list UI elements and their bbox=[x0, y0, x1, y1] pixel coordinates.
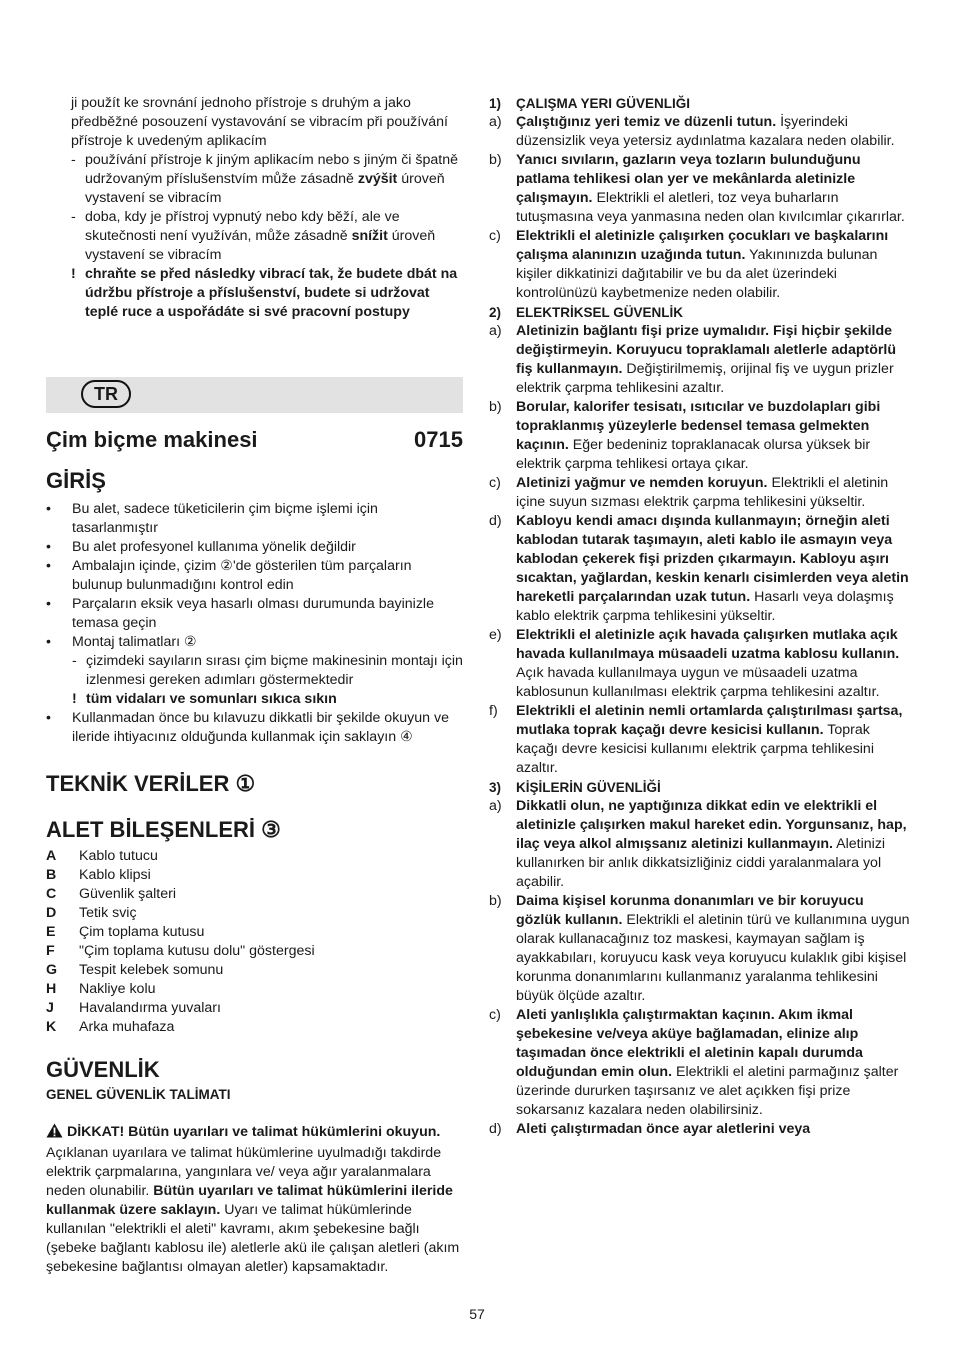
section-2-item-e: e) Elektrikli el aletinizle açık havada çalışırken mutlaka açık havada kullanılmaya müsaadeli uzatma kablosu kullanın. Açık havada kullanılmaya uygun ve müsaadeli uzatma kablosunun kullanılması elektrik çarpma tehlikesini azaltır. bbox=[489, 627, 900, 700]
cz-intro: ji použít ke srovnání jednoho přístroje s druhým a jako předběžné posouzení vystavování se vibracím při používání přístroje k uvedeným aplikacím bbox=[71, 95, 448, 149]
component-item: H Nakliye kolu bbox=[46, 981, 156, 997]
list-item: • Ambalajın içinde, çizim ②'de gösterilen tüm parçaların bulunup bulunmadığını kontrol edin bbox=[46, 558, 412, 593]
alet-heading: ALET BİLEŞENLERİ ③ bbox=[46, 817, 281, 842]
product-name: Çim biçme makinesi bbox=[46, 427, 258, 452]
component-item: D Tetik sviç bbox=[46, 905, 137, 921]
guvenlik-paragraph: DİKKAT! Bütün uyarıları ve talimat hükümlerini okuyun. Açıklanan uyarılara ve talimat hükümlerine uyulmadığı takdirde elektrik çarpmalarına, yangınlara ve/ veya ağır yaralanmalara neden olunabilir. Bütün uyarıları ve talimat hükümlerini ileride kullanmak üzere saklayın. Uyarı ve talimat hükümlerinde kullanılan "elektrikli el aleti" kavramı, akım şebekesine bağlı (şebeke bağlantı kablosu ile) aletlerle akü ile çalışan aletleri (akım şebekesine bağlantısı olmayan aletler) kapsamaktadır. bbox=[46, 1124, 460, 1275]
component-item: K Arka muhafaza bbox=[46, 1019, 175, 1035]
list-item: • Bu alet, sadece tüketicilerin çim biçme işlemi için tasarlanmıştır bbox=[46, 501, 378, 536]
product-title bbox=[46, 427, 463, 453]
section-3-heading: 3) KİŞİLERİN GÜVENLİĞİ bbox=[489, 780, 661, 795]
component-item: G Tespit kelebek somunu bbox=[46, 962, 224, 978]
section-3-item-a: a) Dikkatli olun, ne yaptığınıza dikkat edin ve elektrikli el aletinizle çalışırken makul hareket edin. Yorgunsanız, hap, ilaç veya alkol almışsanız aletinizi kullanmayın. Aletinizi kullanırken bir anlık dikkatsizliğiniz ciddi yaralanmalara yol açabilir. bbox=[489, 798, 907, 890]
product-code: 0715 bbox=[414, 427, 463, 452]
section-3-item-d: d) Aleti çalıştırmadan önce ayar aletlerini veya bbox=[489, 1121, 811, 1137]
component-list bbox=[46, 847, 464, 1037]
cz-dash-2: - doba, kdy je přístroj vypnutý nebo kdy běží, ale ve skutečnosti není využíván, může zásadně snížit úroveň vystavení se vibracím bbox=[71, 209, 436, 263]
component-item: E Çim toplama kutusu bbox=[46, 924, 205, 940]
list-subitem: - çizimdeki sayıların sırası çim biçme makinesinin montajı için izlenmesi gereken adımları göstermektedir bbox=[72, 653, 463, 688]
list-subitem-warning: ! tüm vidaları ve somunları sıkıca sıkın bbox=[72, 691, 337, 707]
list-item: • Bu alet profesyonel kullanıma yönelik değildir bbox=[46, 539, 356, 555]
left-column-body bbox=[46, 468, 464, 1277]
section-3-item-b: b) Daima kişisel korunma donanımları ve bir koruyucu gözlük kullanın. Elektrikli el aletinin türü ve kullanımına uygun olarak kullanacağınız toz maskesi, kaymayan sağlam iş ayakkabıları, koruyucu kask veya koruyucu kulaklık gibi kişisel korunma donanımlarını kullanmanız yaralanma tehlikesini büyük ölçüde azaltır. bbox=[489, 893, 910, 1004]
exclamation-icon: ! bbox=[71, 266, 76, 282]
component-item: J Havalandırma yuvaları bbox=[46, 1000, 221, 1016]
component-item: B Kablo klipsi bbox=[46, 867, 151, 883]
section-1-item-c: c) Elektrikli el aletinizle çalışırken çocukları ve başkalarını çalışma alanınızın uzağında tutun. Yakınınızda bulunan kişiler dikkatinizi dağıtabilir ve bu da alet üzerindeki kontrolünüzü kaybetmenize neden olabilir. bbox=[489, 228, 889, 301]
section-2-item-f: f) Elektrikli el aletinin nemli ortamlarda çalıştırılması şartsa, mutlaka toprak kaçağı devre kesicisi kullanın. Toprak kaçağı devre kesicisi kullanımı elektrik çarpma tehlikesini azaltır. bbox=[489, 703, 903, 776]
teknik-heading: TEKNİK VERİLER ① bbox=[46, 771, 256, 796]
list-item: • Montaj talimatları ② bbox=[46, 634, 197, 650]
left-column bbox=[46, 94, 464, 322]
component-item: A Kablo tutucu bbox=[46, 848, 158, 864]
section-2-item-c: c) Aletinizi yağmur ve nemden koruyun. Elektrikli el aletinin içine suyun sızması elektrik çarpma tehlikesini yükseltir. bbox=[489, 475, 889, 510]
section-2-heading: 2) ELEKTRİKSEL GÜVENLİK bbox=[489, 305, 684, 320]
list-item: • Parçaların eksik veya hasarlı olması durumunda bayinizle temasa geçin bbox=[46, 596, 434, 631]
guvenlik-heading: GÜVENLİK bbox=[46, 1057, 160, 1082]
component-item: C Güvenlik şalteri bbox=[46, 886, 176, 902]
right-column bbox=[489, 94, 910, 1139]
language-band bbox=[46, 377, 463, 413]
cz-dash-1: - používání přístroje k jiným aplikacím nebo s jiným či špatně udržovaným příslušenstvím může zásadně zvýšit úroveň vystavení se vibracím bbox=[71, 152, 458, 206]
section-2-item-b: b) Borular, kalorifer tesisatı, ısıtıcılar ve buzdolapları gibi topraklanmış yüzeylerle bedensel temasa gelmekten kaçının. Eğer bedeniniz topraklanacak olursa yüksek bir elektrik çarpma tehlikesi ortaya çıkar. bbox=[489, 399, 881, 472]
cz-warning: ! chraňte se před následky vibrací tak, že budete dbát na údržbu přístroje a příslušenství, budete si udržovat teplé ruce a uspořádáte si své pracovní postupy bbox=[71, 266, 458, 320]
guvenlik-subheading: GENEL GÜVENLİK TALİMATI bbox=[46, 1087, 231, 1102]
section-3-item-c: c) Aleti yanlışlıkla çalıştırmaktan kaçının. Akım ikmal şebekesine ve/veya aküye bağlamadan, elinize alıp taşımadan önce elektrikli el aletinin kapalı durumda olduğundan emin olun. Elektrikli el aletini parmağınız şalter üzerinde dururken taşırsanız ve alet açıkken fişi prize sokarsanız kazalara neden olabilirsiniz. bbox=[489, 1007, 899, 1118]
section-2-item-d: d) Kabloyu kendi amacı dışında kullanmayın; örneğin aleti kablodan tutarak taşımayın, aleti kablo ile asmayın veya kablodan çekerek fişi prizden çıkarmayın. Kabloyu aşırı sıcaktan, yağlardan, keskin kenarlı cisimlerden veya aletin hareketli parçalarından uzak tutun. Hasarlı veya dolaşmış kablo elektrik çarpma tehlikesini yükseltir. bbox=[489, 513, 909, 624]
section-1-heading: 1) ÇALIŞMA YERI GÜVENLIĞI bbox=[489, 96, 691, 111]
warning-triangle-icon bbox=[46, 1123, 63, 1144]
giris-heading: GİRİŞ bbox=[46, 468, 106, 493]
section-1-item-b: b) Yanıcı sıvıların, gazların veya tozların bulunduğunu patlama tehlikesi olan yer ve mekânlarda aletinizle çalışmayın. Elektrikli el aletleri, toz veya buharların tutuşmasına veya yanmasına neden olan kıvılcımlar çıkarırlar. bbox=[489, 152, 905, 225]
component-item: F "Çim toplama kutusu dolu" göstergesi bbox=[46, 943, 315, 959]
list-item: • Kullanmadan önce bu kılavuzu dikkatli bir şekilde okuyun ve ileride ihtiyacınız olduğunda kullanmak için saklayın ④ bbox=[46, 710, 449, 745]
exclamation-icon: ! bbox=[72, 691, 77, 707]
giris-list bbox=[46, 500, 464, 747]
page-number: 57 bbox=[469, 1306, 485, 1322]
section-1-item-a: a) Çalıştığınız yeri temiz ve düzenli tutun. İşyerindeki düzensizlik veya yetersiz aydınlatma kazalara neden olabilir. bbox=[489, 114, 895, 149]
language-badge: TR bbox=[81, 380, 131, 408]
section-2-item-a: a) Aletinizin bağlantı fişi prize uymalıdır. Fişi hiçbir şekilde değiştirmeyin. Koruyucu topraklamalı aletlerle adaptörlü fiş kullanmayın. Değiştirilmemiş, orijinal fiş ve uygun prizler elektrik çarpma tehlikesini azaltır. bbox=[489, 323, 897, 396]
